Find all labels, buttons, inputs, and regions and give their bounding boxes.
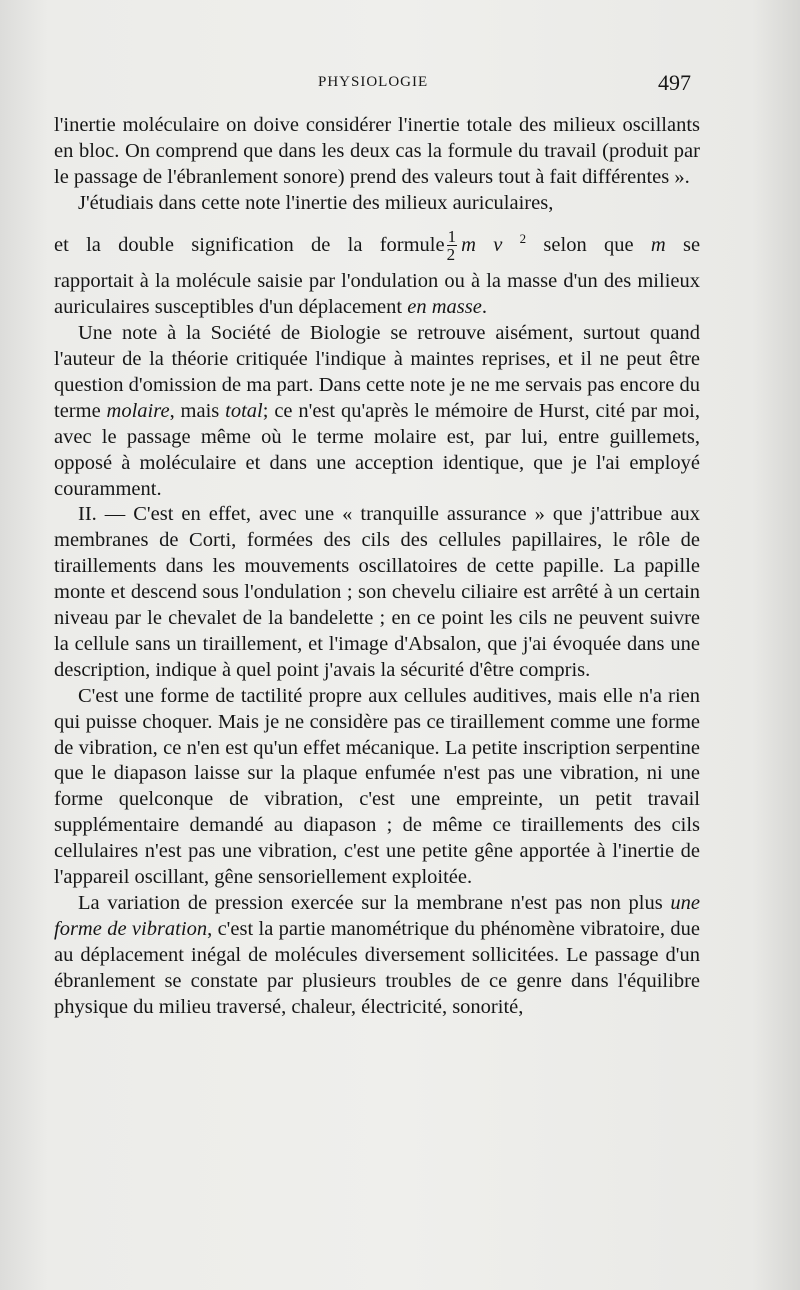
paragraph-4-part-c: ; ce n'est qu'après le mémoire de Hurst, cité par moi, avec le passage même où le terme molaire est, par lui, entre guillemets, opposé à moléculaire et dans une acception identique, que je l'ai employé couramment. [54,399,700,500]
paragraph-3 [54,269,700,321]
paragraph-6: C'est une forme de tactilité propre aux cellules auditives, mais elle n'a rien qui puisse choquer. Mais je ne considère pas ce tiraillement comme une forme de vibration, ce n'en est qu'un effet mécanique. La petite inscription serpentine que le diapason laisse sur la plaque enfumée n'est pas une vibration, ni une forme quelconque de vibration, c'est une empreinte, un petit travail supplémentaire demandé au diapason ; de même ce tiraillements des cils cellulaires n'est pas une vibration, c'est une petite gêne apportée à l'inertie de l'appareil oscillant, gêne sensoriellement exploitée. [54,684,700,889]
paragraph-4-part-b: , mais [169,399,220,422]
body-text [54,113,700,1021]
emphasis-molaire: molaire [106,399,170,422]
paragraph-3-text: rapportait à la molécule saisie par l'ondulation ou à la masse d'un des milieux auriculaires susceptibles d'un déplacement [54,270,700,319]
formula-line [54,225,700,264]
fraction-denominator: 2 [446,245,456,265]
formula-velocity-symbol: v [493,233,503,256]
fraction-one-half [447,228,458,263]
formula-lead-text: et la double signification de la formule [54,233,445,256]
paragraph-4-part-a: Une note à la Société de Biologie se retrouve aisément, surtout quand l'auteur de la théorie critiquée l'indique à maintes reprises, et il ne peut être question d'omission de ma part. Dans cette note je ne me servais pas encore du terme [54,322,700,422]
emphasis-en-masse: en masse [407,296,482,319]
paragraph-4 [54,321,700,502]
paragraph-5: II. — C'est en effet, avec une « tranquille assurance » que j'attribue aux membranes de Corti, formées des cils des cellules papillaires, le rôle de tiraillements dans les mouvements oscillatoires de cette papille. La papille monte et descend sous l'ondulation ; son chevelu ciliaire est arrêté à un certain niveau par le chevalet de la bandelette ; en ce point les cils ne peuvent suivre la cellule sans un tiraillement, et l'image d'Absalon, que j'ai évoquée dans une description, indique à quel point j'avais la sécurité d'être compris. [54,503,700,681]
formula-tail-text: se [682,233,701,256]
formula-exponent: 2 [519,230,527,246]
emphasis-total: total [225,399,263,422]
page-number: 497 [658,70,691,95]
emphasis-forme-de-vibration: une forme de vibration [54,892,701,940]
paragraph-1: l'inertie moléculaire on doive considérer l'inertie totale des milieux oscillants en bloc. On comprend que dans les deux cas la formule du travail (produit par le passage de l'ébranlement sonore) prend des valeurs tout à fait différentes ». [54,114,700,188]
paragraph-7-part-b: , c'est la partie manométrique du phénomène vibratoire, due au déplacement inégal de molécules diversement sollicitées. Le passage d'un ébranlement se constate par plusieurs troubles de ce genre dans l'équilibre physique du milieu traversé, chaleur, électricité, sonorité, [54,917,700,1018]
formula-mass-symbol: m [461,233,476,256]
running-header [0,70,800,100]
paragraph-7-part-a: La variation de pression exercée sur la membrane n'est pas non plus [78,892,663,914]
paragraph-7 [54,891,700,1021]
formula-mass-symbol-2: m [650,233,666,256]
paragraph-3-end: . [481,296,487,319]
fraction-numerator: 1 [447,227,457,247]
formula-mid-text: selon que [543,233,634,256]
paragraph-2: J'étudiais dans cette note l'inertie des milieux auriculaires, [78,191,554,214]
running-title: PHYSIOLOGIE [318,74,429,90]
